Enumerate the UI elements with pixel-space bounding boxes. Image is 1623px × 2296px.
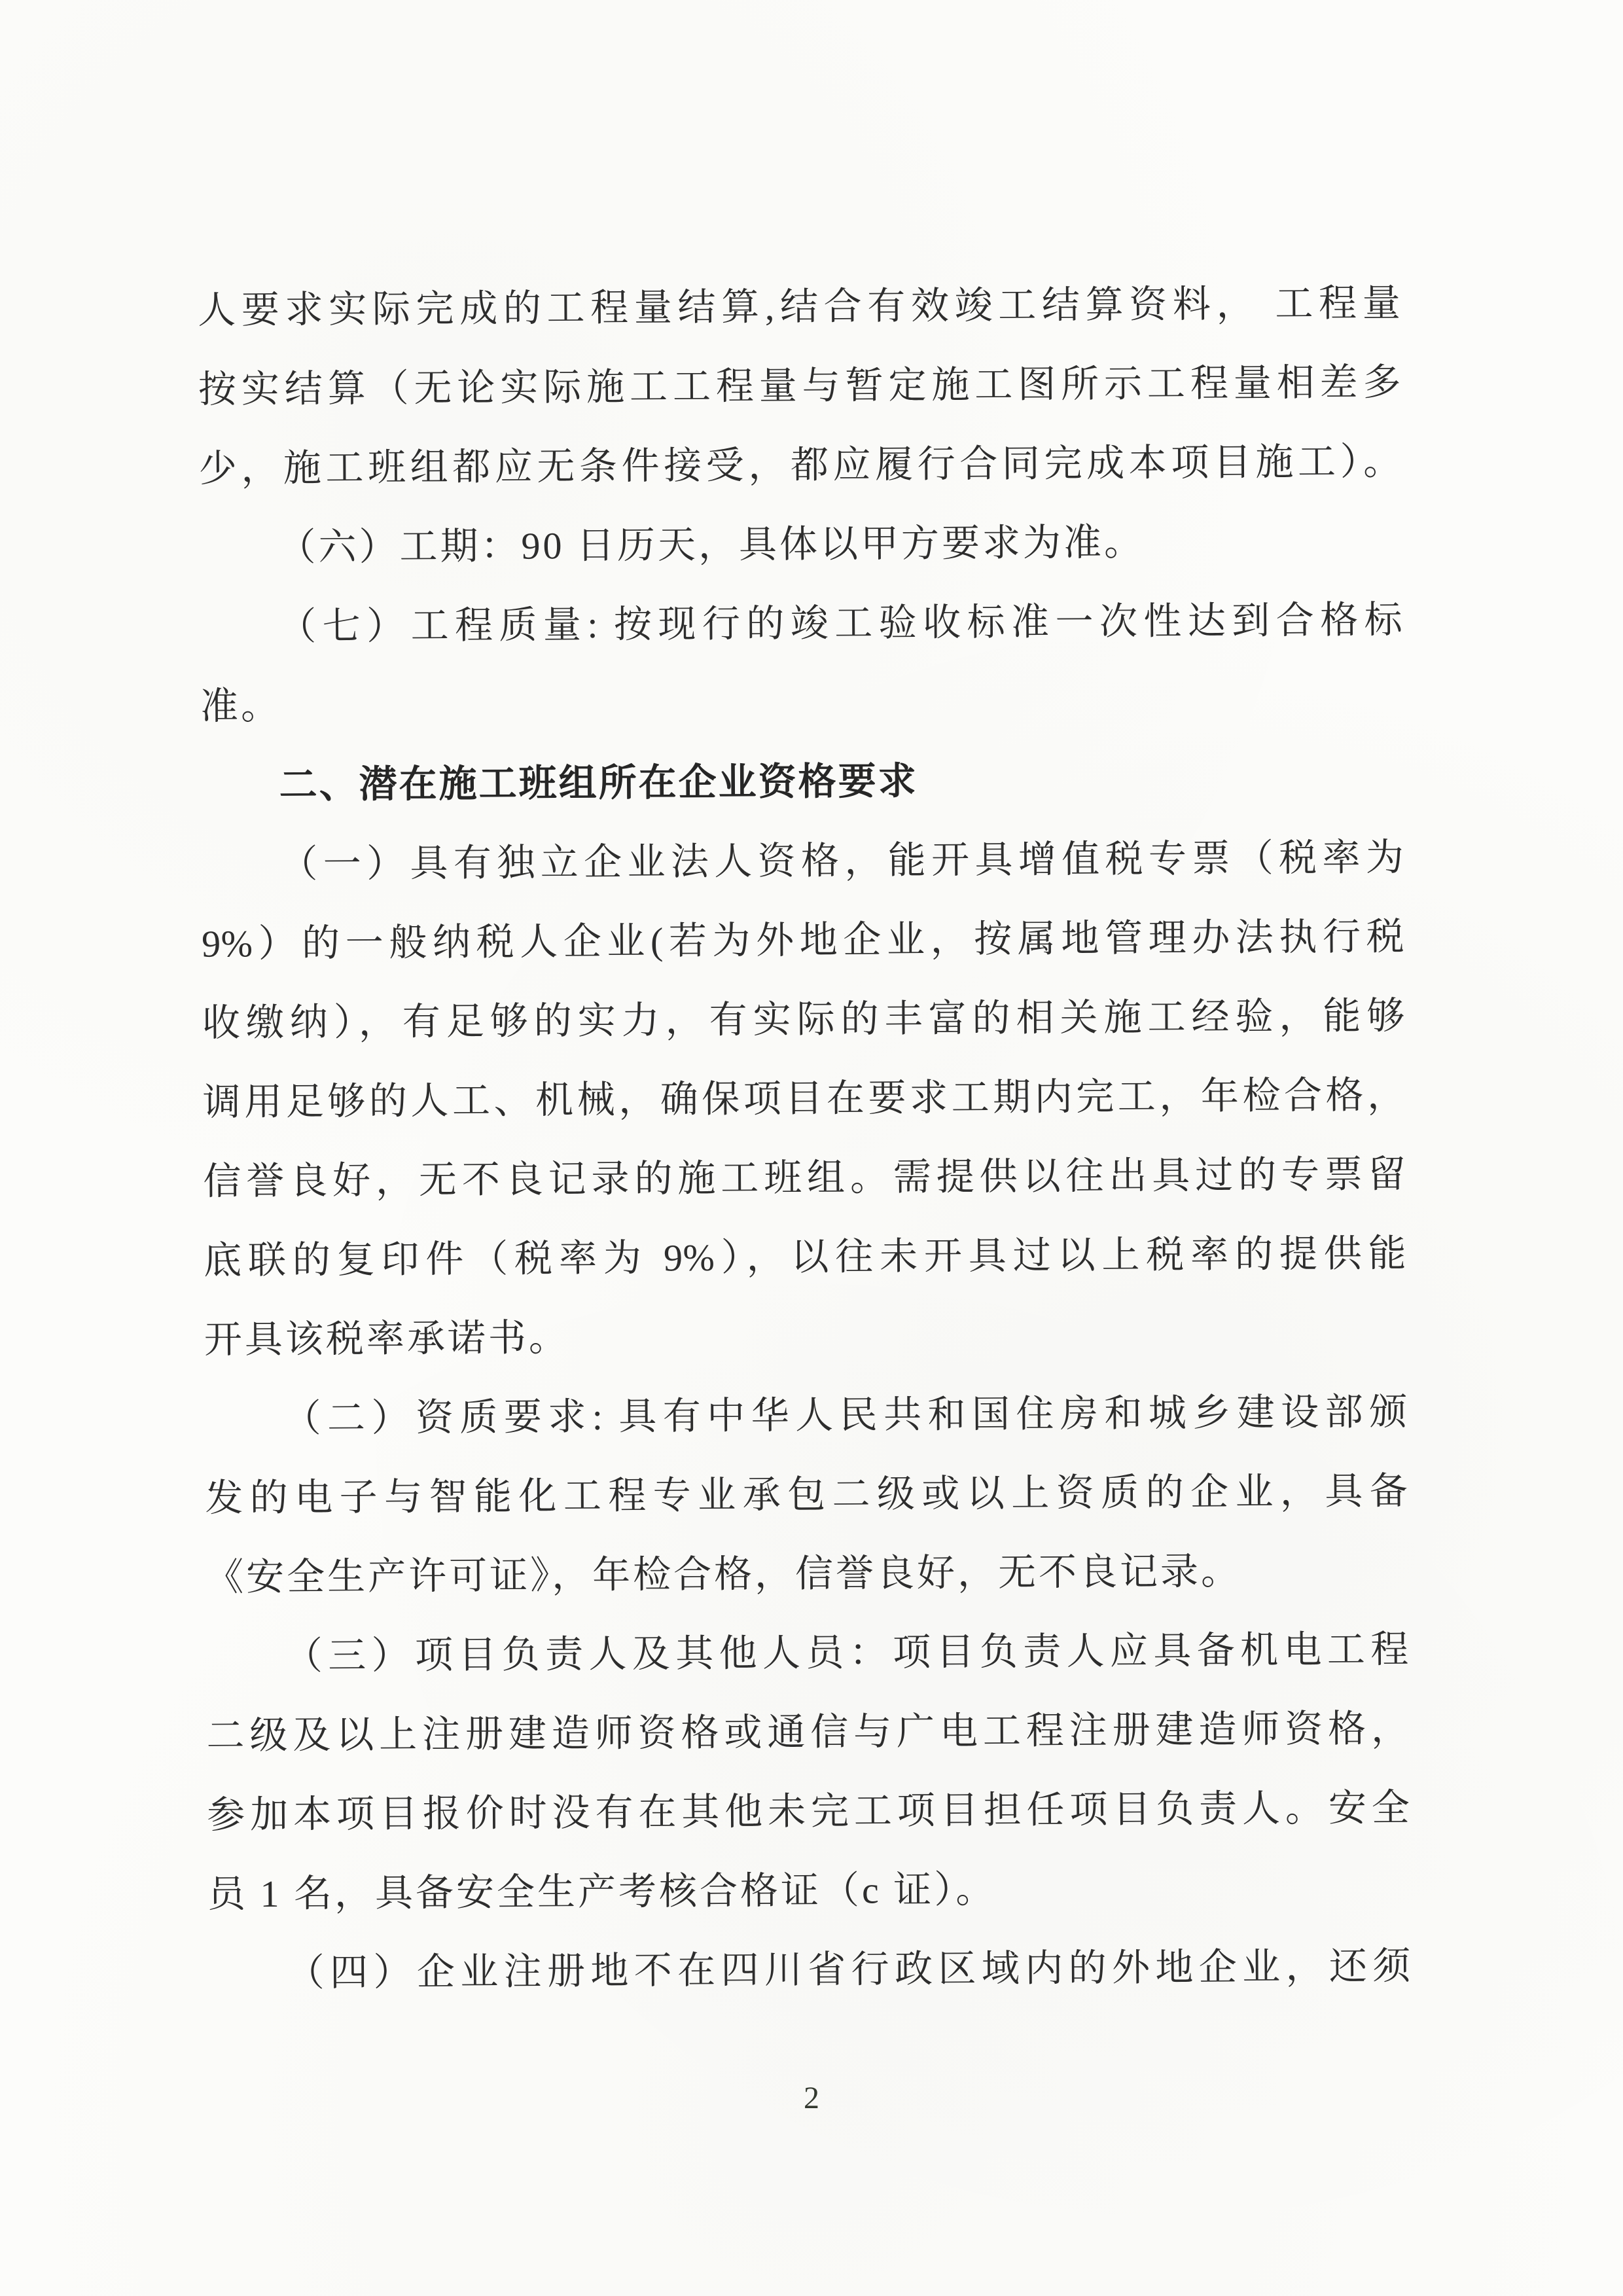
text-line: （四）企业注册地不在四川省行政区域内的外地企业，还须 (286, 1945, 1411, 1994)
page-number: 2 (804, 2081, 819, 2115)
text-line: 按实结算（无论实际施工工程量与暂定施工图所示工程量相差多 (198, 361, 1402, 411)
text-line: （七）工程质量: 按现行的竣工验收标准一次性达到合格标 (278, 598, 1403, 648)
text-line: 《安全生产许可证》，年检合格，信誉良好，无不良记录。 (205, 1549, 1242, 1599)
text-line: 开具该税率承诺书。 (204, 1316, 570, 1361)
text-line: 参加本项目报价时没有在其他未完工项目担任项目负责人。安全 (207, 1786, 1410, 1837)
text-line: 人要求实际完成的工程量结算,结合有效竣工结算资料， 工程量 (198, 281, 1401, 332)
text-block (198, 263, 1411, 2013)
text-line: （六）工期：90 日历天，具体以甲方要求为准。 (277, 520, 1145, 569)
text-line: 信誉良好，无不良记录的施工班组。需提供以往出具过的专票留 (203, 1153, 1406, 1203)
text-line: 二级及以上注册建造师资格或通信与广电工程注册建造师资格， (206, 1707, 1410, 1757)
text-line: 调用足够的人工、机械，确保项目在要求工期内完工，年检合格， (202, 1073, 1406, 1124)
text-line: 9%）的一般纳税人企业(若为外地企业，按属地管理办法执行税 (201, 915, 1405, 965)
text-line: 发的电子与智能化工程专业承包二级或以上资质的企业，具备 (205, 1469, 1408, 1520)
text-line: （二）资质要求: 具有中华人民共和国住房和城乡建设部颁 (283, 1390, 1408, 1440)
text-line: 员 1 名，具备安全生产考核合格证（c 证）。 (207, 1868, 997, 1916)
section-heading: 二、潜在施工班组所在企业资格要求 (279, 759, 918, 806)
text-line: 底联的复印件（税率为 9%），以往未开具过以上税率的提供能 (203, 1232, 1407, 1282)
text-line: 准。 (200, 684, 282, 728)
text-line: （三）项目负责人及其他人员：项目负责人应具备机电工程 (284, 1628, 1409, 1677)
text-line: 收缴纳），有足够的实力，有实际的丰富的相关施工经验，能够 (202, 994, 1406, 1045)
text-line: 少，施工班组都应无条件接受，都应履行合同完成本项目施工）。 (198, 440, 1402, 490)
text-line: （一）具有独立企业法人资格，能开具增值税专票（税率为 (279, 836, 1404, 886)
